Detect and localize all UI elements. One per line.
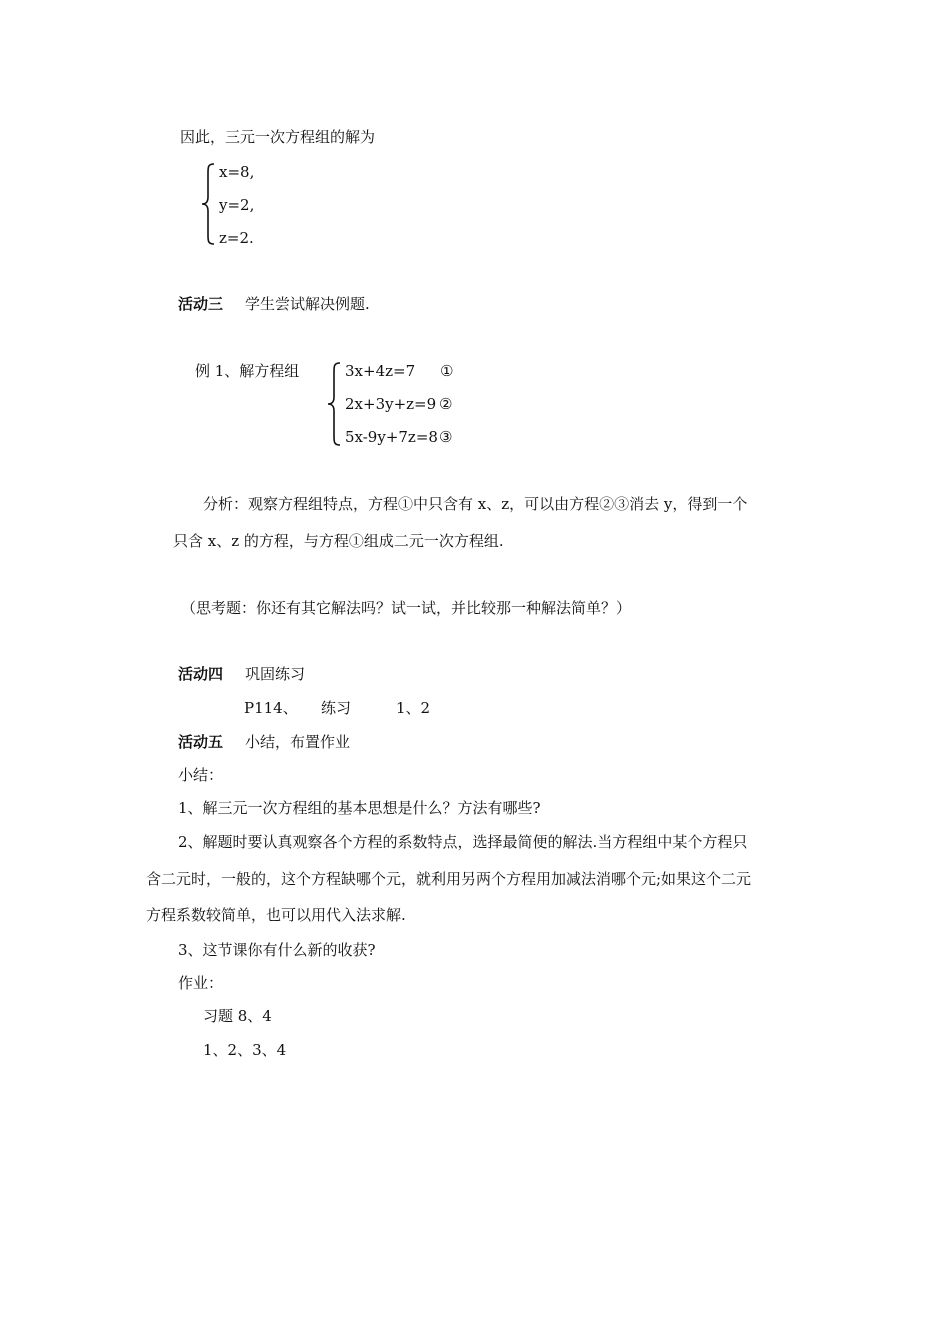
exercise-items: 1、2: [396, 699, 431, 717]
summary-question-2-line-1: 2、解题时要认真观察各个方程的系数特点，选择最简便的解法.当方程组中某个方程只: [178, 833, 748, 851]
solution-z: z=2.: [219, 229, 254, 247]
example-label: 例 1、解方程组: [195, 362, 300, 380]
exercise-label: 练习: [321, 699, 352, 717]
activity5-text: 小结，布置作业: [245, 733, 351, 751]
activity3-heading: 活动三: [178, 295, 224, 313]
activity4-heading: 活动四: [178, 665, 224, 683]
summary-question-2-line-2: 含二元时，一般的，这个方程缺哪个元，就利用另两个方程用加减法消哪个元;如果这个二元: [146, 870, 752, 888]
analysis-line-2: 只含 x、z 的方程，与方程①组成二元一次方程组.: [173, 532, 504, 550]
solution-y: y=2,: [219, 196, 255, 214]
equation-2: 2x+3y+z=9: [345, 395, 437, 413]
solution-intro: 因此，三元一次方程组的解为: [180, 128, 376, 146]
solution-brace: [201, 163, 215, 245]
exercise-page-ref: P114、: [244, 699, 298, 717]
activity5-heading: 活动五: [178, 733, 224, 751]
equation-1-number: ①: [440, 362, 454, 380]
equation-2-number: ②: [439, 395, 453, 413]
summary-label: 小结：: [178, 766, 224, 784]
equation-3-number: ③: [439, 428, 453, 446]
example-brace: [327, 362, 341, 446]
equation-1: 3x+4z=7: [345, 362, 416, 380]
solution-x: x=8,: [219, 163, 255, 181]
homework-label: 作业：: [178, 974, 224, 992]
analysis-line-1: 分析：观察方程组特点，方程①中只含有 x、z，可以由方程②③消去 y，得到一个: [203, 495, 748, 513]
summary-question-3: 3、这节课你有什么新的收获?: [178, 941, 376, 959]
homework-exercise: 习题 8、4: [203, 1007, 272, 1025]
equation-3: 5x-9y+7z=8: [345, 428, 438, 446]
summary-question-2-line-3: 方程系数较简单，也可以用代入法求解.: [146, 906, 406, 924]
activity4-text: 巩固练习: [245, 665, 306, 683]
summary-question-1: 1、解三元一次方程组的基本思想是什么？方法有哪些?: [178, 799, 541, 817]
think-question: （思考题：你还有其它解法吗？试一试，并比较那一种解法简单？）: [181, 599, 632, 617]
homework-items: 1、2、3、4: [203, 1041, 287, 1059]
activity3-text: 学生尝试解决例题.: [245, 295, 370, 313]
